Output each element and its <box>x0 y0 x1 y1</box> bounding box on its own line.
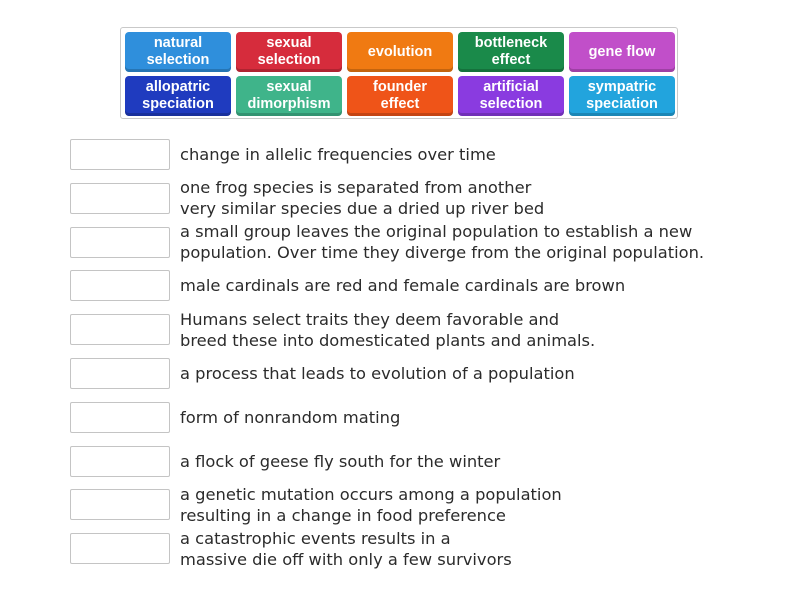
answer-drop-box[interactable] <box>70 183 170 214</box>
answer-drop-box[interactable] <box>70 358 170 389</box>
answer-drop-box[interactable] <box>70 139 170 170</box>
clue-text: a catastrophic events results in a massive die off with only a few survivors <box>180 528 512 569</box>
word-tile[interactable]: allopatric speciation <box>125 76 231 116</box>
answer-drop-box[interactable] <box>70 270 170 301</box>
answer-drop-box[interactable] <box>70 489 170 520</box>
word-tile[interactable]: sexual selection <box>236 32 342 72</box>
clue-text: a genetic mutation occurs among a population resulting in a change in food preference <box>180 484 562 525</box>
word-bank <box>120 27 678 119</box>
word-tile[interactable]: artificial selection <box>458 76 564 116</box>
word-tile[interactable]: evolution <box>347 32 453 72</box>
answer-drop-box[interactable] <box>70 446 170 477</box>
answer-drop-box[interactable] <box>70 533 170 564</box>
answer-drop-box[interactable] <box>70 227 170 258</box>
word-tile[interactable]: founder effect <box>347 76 453 116</box>
word-tile[interactable]: bottleneck effect <box>458 32 564 72</box>
answer-drop-box[interactable] <box>70 402 170 433</box>
clue-text: change in allelic frequencies over time <box>180 145 496 164</box>
word-tile[interactable]: sexual dimorphism <box>236 76 342 116</box>
word-tile[interactable]: natural selection <box>125 32 231 72</box>
clue-text: Humans select traits they deem favorable and breed these into domesticated plants and animals. <box>180 309 596 350</box>
clue-text: a process that leads to evolution of a population <box>180 364 575 383</box>
clue-text: a small group leaves the original population to establish a new population. Over time they diverge from the original population. <box>180 222 705 263</box>
clue-text: one frog species is separated from another very similar species due a dried up river bed <box>180 178 545 219</box>
clue-text: form of nonrandom mating <box>180 407 401 427</box>
word-tile[interactable]: gene flow <box>569 32 675 72</box>
answer-drop-box[interactable] <box>70 314 170 345</box>
word-tile[interactable]: sympatric speciation <box>569 76 675 116</box>
clue-text: a flock of geese fly south for the winter <box>180 451 501 471</box>
clue-text: male cardinals are red and female cardinals are brown <box>180 276 626 296</box>
